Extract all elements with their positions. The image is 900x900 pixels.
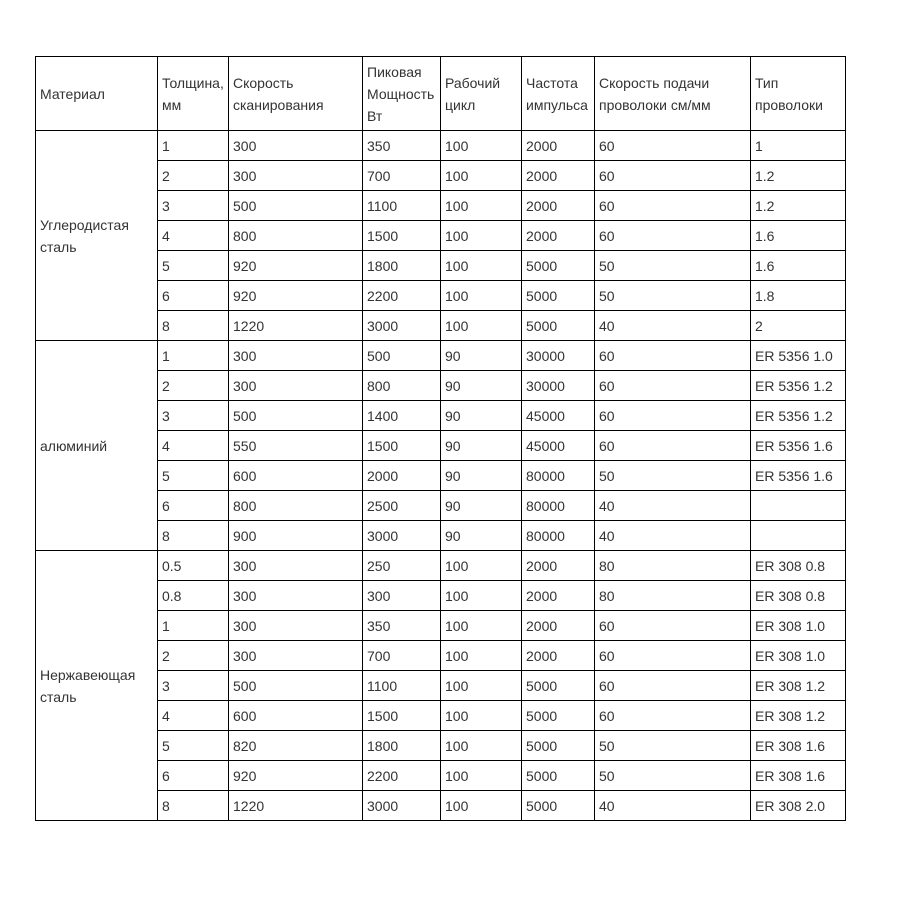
material-line: сталь	[40, 238, 77, 255]
scan-speed-cell: 600	[229, 701, 363, 731]
table-row	[36, 761, 846, 791]
header-line: Рабочий	[445, 74, 501, 91]
duty-cycle-cell: 100	[441, 551, 522, 581]
column-header-wire-feed-speed	[595, 57, 751, 131]
wire-type-cell	[751, 491, 846, 521]
table-row	[36, 461, 846, 491]
table-row	[36, 671, 846, 701]
wire-type-cell: ER 308 1.6	[751, 731, 846, 761]
table-row	[36, 611, 846, 641]
wire-type-cell: 2	[751, 311, 846, 341]
wire-feed-speed-cell: 60	[595, 131, 751, 161]
header-line: Материал	[40, 85, 105, 102]
material-cell	[36, 551, 158, 821]
pulse-frequency-cell: 2000	[522, 581, 595, 611]
column-header-thickness	[158, 57, 229, 131]
welding-parameters-table	[35, 56, 846, 821]
wire-feed-speed-cell: 60	[595, 191, 751, 221]
table-row	[36, 701, 846, 731]
duty-cycle-cell: 100	[441, 251, 522, 281]
peak-power-cell: 1100	[363, 191, 441, 221]
pulse-frequency-cell: 30000	[522, 371, 595, 401]
scan-speed-cell: 920	[229, 251, 363, 281]
thickness-cell: 3	[158, 671, 229, 701]
wire-type-cell: 1.8	[751, 281, 846, 311]
duty-cycle-cell: 100	[441, 731, 522, 761]
wire-type-cell: ER 308 1.2	[751, 701, 846, 731]
duty-cycle-cell: 100	[441, 221, 522, 251]
material-line: Углеродистая	[40, 216, 129, 233]
thickness-cell: 6	[158, 491, 229, 521]
wire-type-cell: ER 308 0.8	[751, 551, 846, 581]
duty-cycle-cell: 90	[441, 371, 522, 401]
header-line: Скорость	[233, 74, 294, 91]
thickness-cell: 0.5	[158, 551, 229, 581]
wire-type-cell: ER 5356 1.0	[751, 341, 846, 371]
scan-speed-cell: 300	[229, 611, 363, 641]
scan-speed-cell: 800	[229, 491, 363, 521]
table-row	[36, 521, 846, 551]
thickness-cell: 4	[158, 701, 229, 731]
duty-cycle-cell: 100	[441, 791, 522, 821]
peak-power-cell: 2500	[363, 491, 441, 521]
wire-feed-speed-cell: 60	[595, 431, 751, 461]
wire-feed-speed-cell: 40	[595, 521, 751, 551]
scan-speed-cell: 820	[229, 731, 363, 761]
pulse-frequency-cell: 2000	[522, 131, 595, 161]
wire-feed-speed-cell: 40	[595, 311, 751, 341]
header-line: Вт	[367, 107, 383, 124]
duty-cycle-cell: 100	[441, 581, 522, 611]
duty-cycle-cell: 100	[441, 191, 522, 221]
duty-cycle-cell: 100	[441, 131, 522, 161]
wire-feed-speed-cell: 60	[595, 401, 751, 431]
thickness-cell: 6	[158, 761, 229, 791]
table-row	[36, 551, 846, 581]
wire-type-cell: ER 308 1.6	[751, 761, 846, 791]
table-row	[36, 491, 846, 521]
scan-speed-cell: 300	[229, 551, 363, 581]
wire-type-cell: ER 308 1.0	[751, 611, 846, 641]
material-cell	[36, 341, 158, 551]
wire-type-cell: 1.2	[751, 191, 846, 221]
wire-feed-speed-cell: 60	[595, 221, 751, 251]
pulse-frequency-cell: 2000	[522, 641, 595, 671]
header-line: сканирования	[233, 96, 324, 113]
peak-power-cell: 1800	[363, 731, 441, 761]
wire-feed-speed-cell: 60	[595, 161, 751, 191]
table-row	[36, 131, 846, 161]
wire-type-cell: 1.6	[751, 251, 846, 281]
thickness-cell: 1	[158, 131, 229, 161]
header-line: импульса	[526, 96, 588, 113]
duty-cycle-cell: 100	[441, 281, 522, 311]
scan-speed-cell: 600	[229, 461, 363, 491]
peak-power-cell: 350	[363, 131, 441, 161]
scan-speed-cell: 800	[229, 221, 363, 251]
pulse-frequency-cell: 80000	[522, 521, 595, 551]
pulse-frequency-cell: 45000	[522, 401, 595, 431]
pulse-frequency-cell: 5000	[522, 701, 595, 731]
thickness-cell: 4	[158, 431, 229, 461]
table-row	[36, 161, 846, 191]
wire-feed-speed-cell: 40	[595, 791, 751, 821]
thickness-cell: 8	[158, 791, 229, 821]
peak-power-cell: 500	[363, 341, 441, 371]
duty-cycle-cell: 100	[441, 701, 522, 731]
wire-type-cell: 1.2	[751, 161, 846, 191]
material-line: сталь	[40, 688, 77, 705]
table-row	[36, 581, 846, 611]
scan-speed-cell: 500	[229, 401, 363, 431]
scan-speed-cell: 300	[229, 641, 363, 671]
thickness-cell: 3	[158, 401, 229, 431]
duty-cycle-cell: 100	[441, 761, 522, 791]
thickness-cell: 4	[158, 221, 229, 251]
wire-type-cell: ER 5356 1.2	[751, 401, 846, 431]
header-line: цикл	[445, 96, 476, 113]
peak-power-cell: 800	[363, 371, 441, 401]
wire-feed-speed-cell: 60	[595, 701, 751, 731]
duty-cycle-cell: 100	[441, 611, 522, 641]
duty-cycle-cell: 100	[441, 161, 522, 191]
scan-speed-cell: 300	[229, 341, 363, 371]
table-row	[36, 641, 846, 671]
table-row	[36, 311, 846, 341]
table-row	[36, 221, 846, 251]
scan-speed-cell: 500	[229, 191, 363, 221]
table-row	[36, 341, 846, 371]
peak-power-cell: 1500	[363, 221, 441, 251]
pulse-frequency-cell: 30000	[522, 341, 595, 371]
pulse-frequency-cell: 5000	[522, 791, 595, 821]
duty-cycle-cell: 100	[441, 311, 522, 341]
header-line: Пиковая	[367, 63, 422, 80]
table-row	[36, 401, 846, 431]
scan-speed-cell: 920	[229, 761, 363, 791]
scan-speed-cell: 300	[229, 131, 363, 161]
scan-speed-cell: 500	[229, 671, 363, 701]
peak-power-cell: 3000	[363, 311, 441, 341]
header-line: Толщина,	[162, 74, 224, 91]
table-row	[36, 431, 846, 461]
duty-cycle-cell: 90	[441, 461, 522, 491]
pulse-frequency-cell: 5000	[522, 281, 595, 311]
scan-speed-cell: 1220	[229, 791, 363, 821]
scan-speed-cell: 300	[229, 581, 363, 611]
pulse-frequency-cell: 2000	[522, 191, 595, 221]
duty-cycle-cell: 100	[441, 671, 522, 701]
peak-power-cell: 300	[363, 581, 441, 611]
pulse-frequency-cell: 2000	[522, 551, 595, 581]
peak-power-cell: 2200	[363, 761, 441, 791]
wire-feed-speed-cell: 60	[595, 341, 751, 371]
wire-type-cell: ER 5356 1.6	[751, 461, 846, 491]
wire-feed-speed-cell: 80	[595, 551, 751, 581]
thickness-cell: 1	[158, 341, 229, 371]
header-line: Скорость подачи	[599, 74, 710, 91]
thickness-cell: 0.8	[158, 581, 229, 611]
table-row	[36, 251, 846, 281]
table-row	[36, 191, 846, 221]
thickness-cell: 2	[158, 371, 229, 401]
pulse-frequency-cell: 5000	[522, 731, 595, 761]
material-line: Нержавеющая	[40, 666, 136, 683]
material-cell	[36, 131, 158, 341]
wire-feed-speed-cell: 50	[595, 731, 751, 761]
scan-speed-cell: 920	[229, 281, 363, 311]
wire-feed-speed-cell: 50	[595, 251, 751, 281]
duty-cycle-cell: 90	[441, 341, 522, 371]
wire-feed-speed-cell: 50	[595, 281, 751, 311]
peak-power-cell: 1400	[363, 401, 441, 431]
table-row	[36, 281, 846, 311]
pulse-frequency-cell: 5000	[522, 761, 595, 791]
table-body	[36, 131, 846, 821]
thickness-cell: 6	[158, 281, 229, 311]
thickness-cell: 1	[158, 611, 229, 641]
table-row	[36, 791, 846, 821]
wire-feed-speed-cell: 60	[595, 641, 751, 671]
wire-type-cell: ER 308 0.8	[751, 581, 846, 611]
wire-type-cell: ER 308 2.0	[751, 791, 846, 821]
header-row	[36, 57, 846, 131]
column-header-duty-cycle	[441, 57, 522, 131]
wire-feed-speed-cell: 40	[595, 491, 751, 521]
duty-cycle-cell: 90	[441, 491, 522, 521]
wire-feed-speed-cell: 60	[595, 371, 751, 401]
pulse-frequency-cell: 2000	[522, 161, 595, 191]
wire-type-cell: ER 5356 1.2	[751, 371, 846, 401]
peak-power-cell: 250	[363, 551, 441, 581]
peak-power-cell: 2200	[363, 281, 441, 311]
wire-type-cell: ER 308 1.2	[751, 671, 846, 701]
header-line: проволоки см/мм	[599, 96, 711, 113]
wire-feed-speed-cell: 60	[595, 611, 751, 641]
wire-type-cell: 1	[751, 131, 846, 161]
wire-type-cell: ER 5356 1.6	[751, 431, 846, 461]
pulse-frequency-cell: 5000	[522, 671, 595, 701]
peak-power-cell: 1500	[363, 431, 441, 461]
pulse-frequency-cell: 5000	[522, 251, 595, 281]
header-line: Частота	[526, 74, 578, 91]
peak-power-cell: 1500	[363, 701, 441, 731]
peak-power-cell: 3000	[363, 521, 441, 551]
duty-cycle-cell: 100	[441, 641, 522, 671]
table-header	[36, 57, 846, 131]
material-line: алюминий	[40, 437, 108, 454]
duty-cycle-cell: 90	[441, 401, 522, 431]
scan-speed-cell: 300	[229, 371, 363, 401]
table-row	[36, 371, 846, 401]
column-header-material	[36, 57, 158, 131]
header-line: проволоки	[755, 96, 823, 113]
duty-cycle-cell: 90	[441, 521, 522, 551]
peak-power-cell: 350	[363, 611, 441, 641]
peak-power-cell: 3000	[363, 791, 441, 821]
wire-type-cell	[751, 521, 846, 551]
pulse-frequency-cell: 45000	[522, 431, 595, 461]
peak-power-cell: 1100	[363, 671, 441, 701]
column-header-pulse-frequency	[522, 57, 595, 131]
thickness-cell: 5	[158, 251, 229, 281]
scan-speed-cell: 1220	[229, 311, 363, 341]
column-header-peak-power	[363, 57, 441, 131]
column-header-scan-speed	[229, 57, 363, 131]
pulse-frequency-cell: 80000	[522, 491, 595, 521]
pulse-frequency-cell: 5000	[522, 311, 595, 341]
peak-power-cell: 700	[363, 161, 441, 191]
thickness-cell: 5	[158, 731, 229, 761]
thickness-cell: 2	[158, 641, 229, 671]
scan-speed-cell: 550	[229, 431, 363, 461]
column-header-wire-type	[751, 57, 846, 131]
wire-feed-speed-cell: 80	[595, 581, 751, 611]
header-line: мм	[162, 96, 182, 113]
wire-feed-speed-cell: 60	[595, 671, 751, 701]
scan-speed-cell: 300	[229, 161, 363, 191]
thickness-cell: 8	[158, 311, 229, 341]
pulse-frequency-cell: 80000	[522, 461, 595, 491]
thickness-cell: 8	[158, 521, 229, 551]
header-line: Тип	[755, 74, 779, 91]
wire-type-cell: ER 308 1.0	[751, 641, 846, 671]
scan-speed-cell: 900	[229, 521, 363, 551]
thickness-cell: 5	[158, 461, 229, 491]
wire-feed-speed-cell: 50	[595, 761, 751, 791]
pulse-frequency-cell: 2000	[522, 611, 595, 641]
peak-power-cell: 700	[363, 641, 441, 671]
table-row	[36, 731, 846, 761]
wire-feed-speed-cell: 50	[595, 461, 751, 491]
peak-power-cell: 2000	[363, 461, 441, 491]
peak-power-cell: 1800	[363, 251, 441, 281]
header-line: Мощность	[367, 85, 435, 102]
thickness-cell: 3	[158, 191, 229, 221]
pulse-frequency-cell: 2000	[522, 221, 595, 251]
thickness-cell: 2	[158, 161, 229, 191]
wire-type-cell: 1.6	[751, 221, 846, 251]
duty-cycle-cell: 90	[441, 431, 522, 461]
